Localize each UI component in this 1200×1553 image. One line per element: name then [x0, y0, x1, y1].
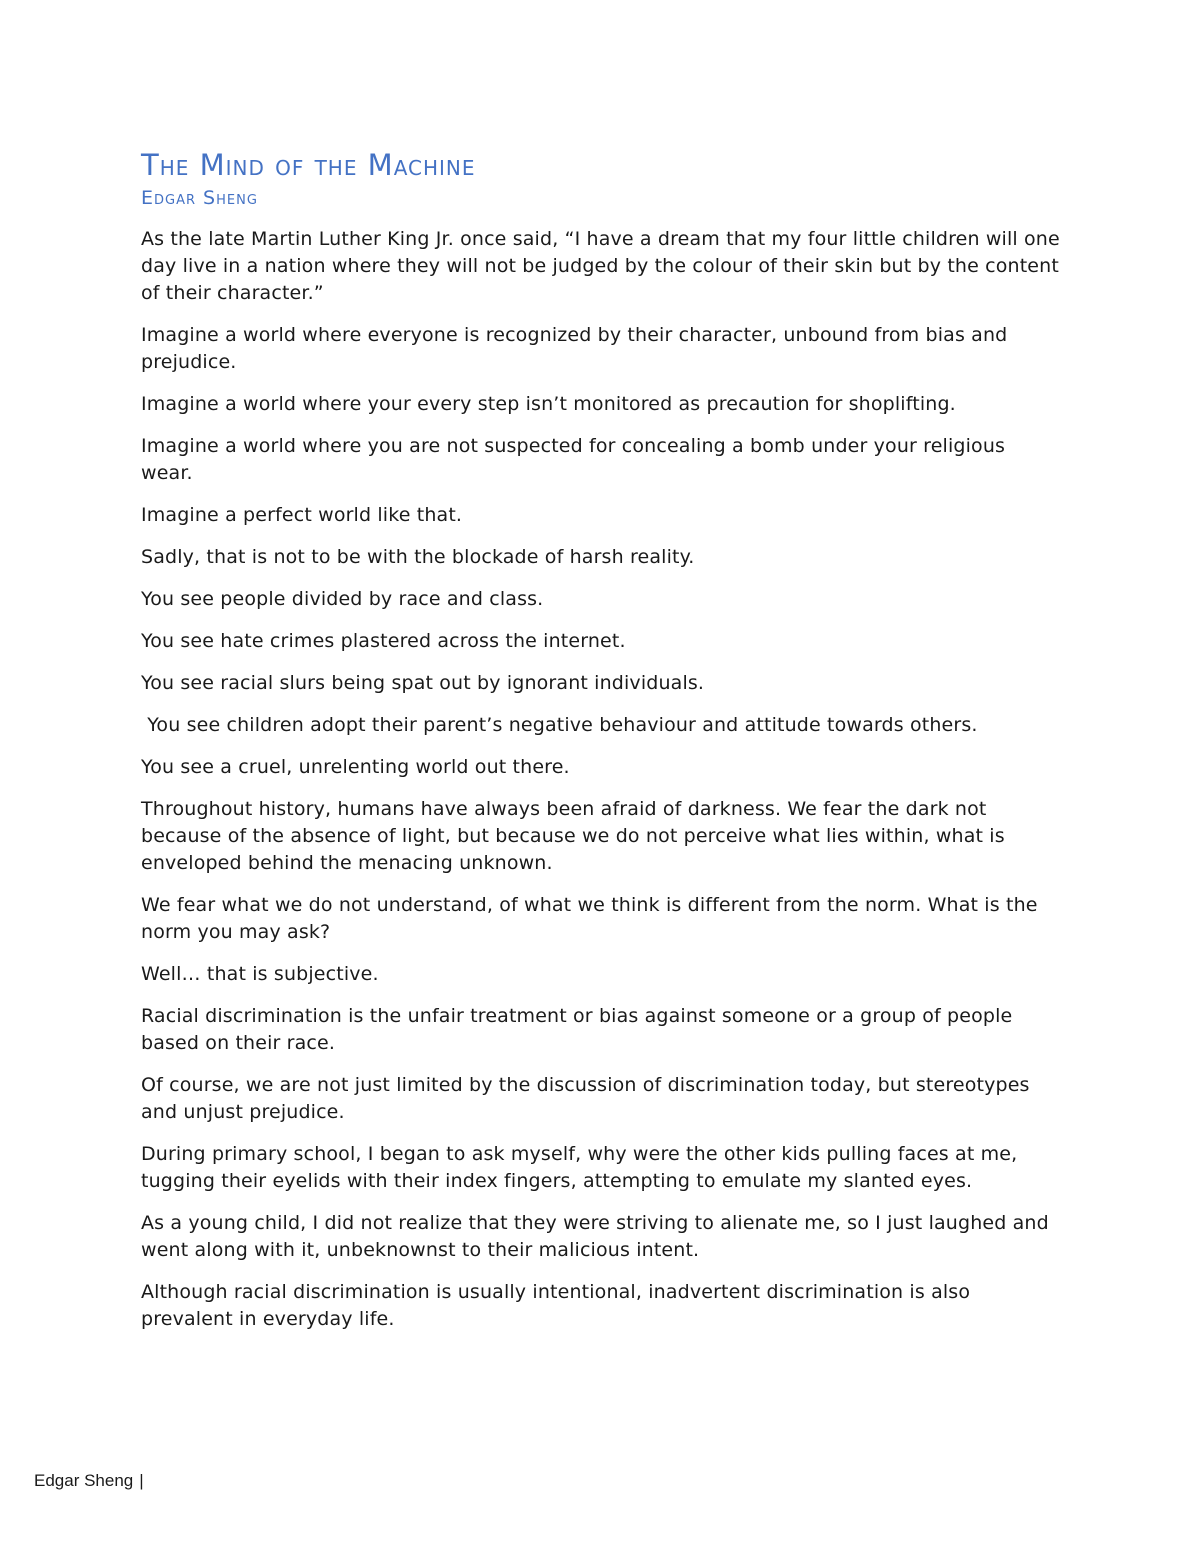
paragraph: Imagine a world where everyone is recognized by their character, unbound from bias and prejudice. — [141, 324, 1008, 373]
paragraph: During primary school, I began to ask myself, why were the other kids pulling faces at me, tugging their eyelids with their index fingers, attempting to emulate my slanted eyes. — [141, 1143, 1018, 1192]
paragraph: You see hate crimes plastered across the internet. — [141, 630, 626, 652]
paragraph: Throughout history, humans have always been afraid of darkness. We fear the dark not because of the absence of light, but because we do not perceive what lies within, what is enveloped behind the menacing unknown. — [141, 798, 1005, 874]
paragraph: We fear what we do not understand, of what we think is different from the norm. What is the norm you may ask? — [141, 894, 1038, 943]
page-footer — [34, 1471, 144, 1491]
document-author: Edgar Sheng — [141, 187, 258, 209]
paragraph: Well… that is subjective. — [141, 963, 379, 985]
paragraph: Sadly, that is not to be with the blockade of harsh reality. — [141, 546, 695, 568]
paragraph: As the late Martin Luther King Jr. once said, “I have a dream that my four little children will one day live in a nation where they will not be judged by the colour of their skin but by the content of their character.” — [141, 228, 1060, 304]
document-body — [141, 226, 1061, 1348]
paragraph: Imagine a perfect world like that. — [141, 504, 463, 526]
paragraph: You see a cruel, unrelenting world out there. — [141, 756, 570, 778]
paragraph: Of course, we are not just limited by the discussion of discrimination today, but stereotypes and unjust prejudice. — [141, 1074, 1030, 1123]
paragraph: You see people divided by race and class. — [141, 588, 544, 610]
paragraph: Imagine a world where your every step isn’t monitored as precaution for shoplifting. — [141, 393, 956, 415]
paragraph: Racial discrimination is the unfair treatment or bias against someone or a group of people based on their race. — [141, 1005, 1013, 1054]
paragraph: You see racial slurs being spat out by ignorant individuals. — [141, 672, 705, 694]
footer-separator: | — [139, 1471, 144, 1490]
paragraph: Although racial discrimination is usually intentional, inadvertent discrimination is also prevalent in everyday life. — [141, 1281, 971, 1330]
footer-author: Edgar Sheng — [34, 1471, 134, 1490]
paragraph: Imagine a world where you are not suspected for concealing a bomb under your religious wear. — [141, 435, 1006, 484]
paragraph: You see children adopt their parent’s negative behaviour and attitude towards others. — [141, 714, 978, 736]
paragraph: As a young child, I did not realize that they were striving to alienate me, so I just laughed and went along with it, unbeknownst to their malicious intent. — [141, 1212, 1049, 1261]
document-title: The Mind of the Machine — [141, 148, 476, 182]
